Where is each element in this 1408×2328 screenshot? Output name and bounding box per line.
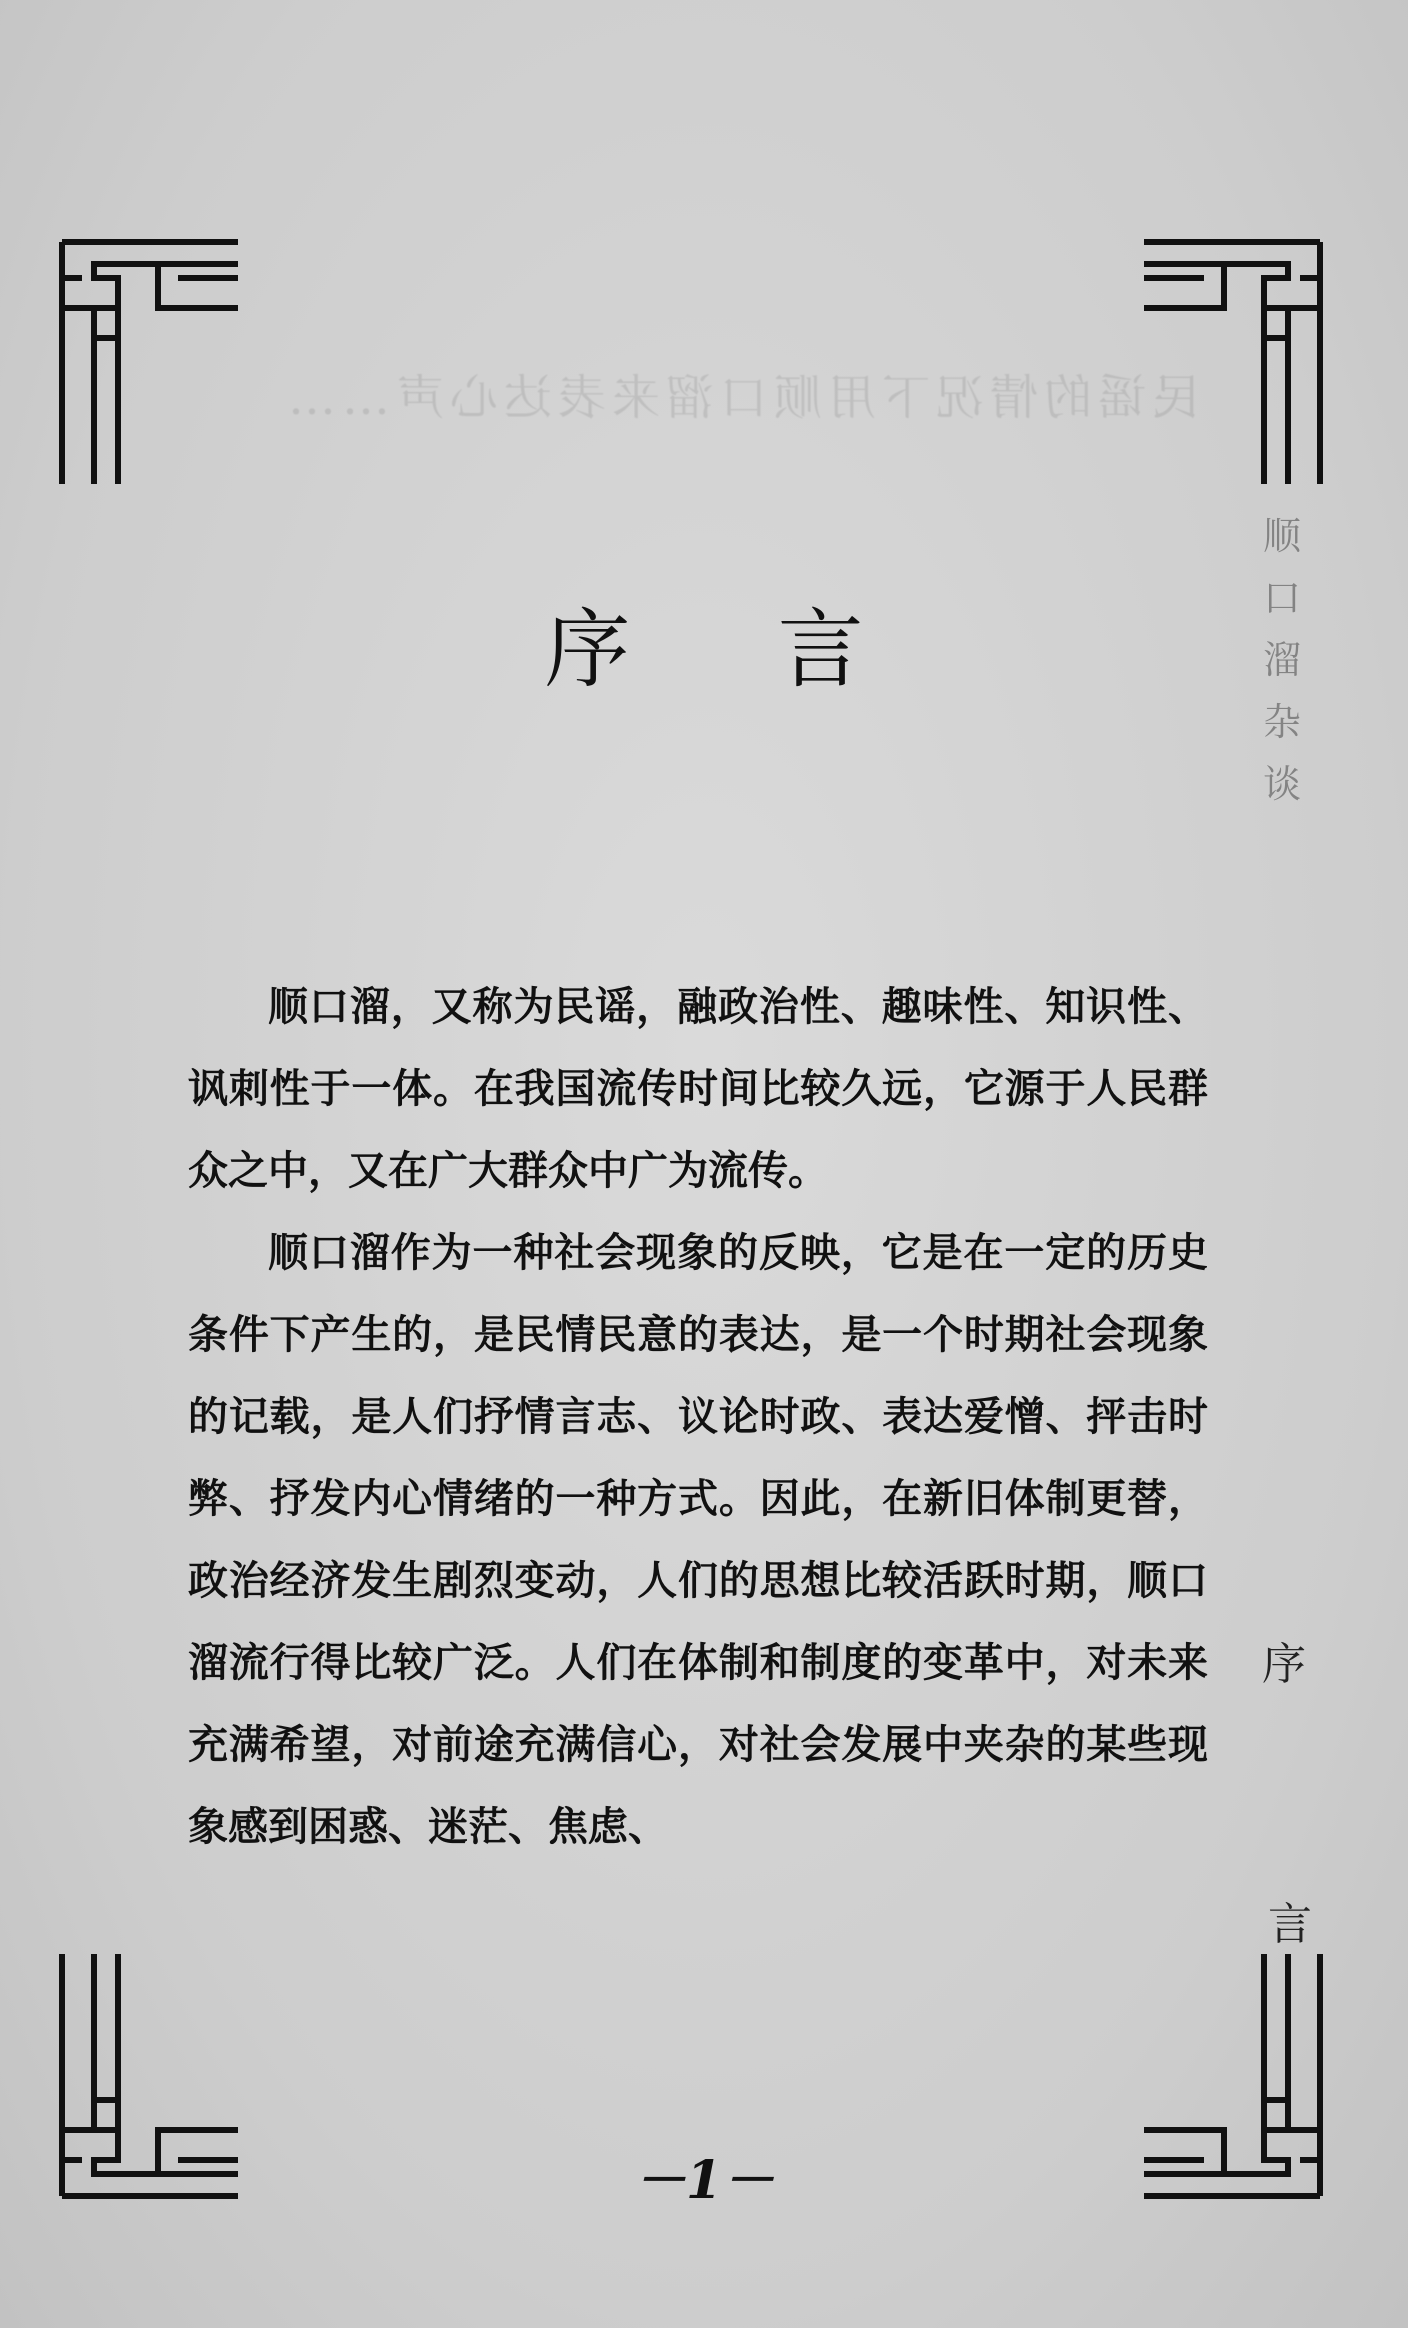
page-title: 序 言 xyxy=(544,600,924,700)
side-label-top: 序 xyxy=(1262,1639,1306,1690)
page-number: －1－ xyxy=(633,2150,775,2211)
corner-ornament-top-right xyxy=(1134,238,1324,488)
paragraph-1: 顺口溜，又称为民谣，融政治性、趣味性、知识性、讽刺性于一体。在我国流传时间比较久远，它源于人民群众之中，又在广大群众中广为流传。 xyxy=(188,984,1208,1194)
corner-ornament-top-left xyxy=(58,238,248,488)
paragraph-2: 顺口溜作为一种社会现象的反映，它是在一定的历史条件下产生的，是民情民意的表达，是一个时期社会现象的记载，是人们抒情言志、议论时政、表达爱憎、抨击时弊、抒发内心情绪的一种方式。因此，在新旧体制更替，政治经济发生剧烈变动，人们的思想比较活跃时期，顺口溜流行得比较广泛。人们在体制和制度的变革中，对未来充满希望，对前途充满信心，对社会发展中夹杂的某些现象感到困惑、迷茫、焦虑、 xyxy=(188,1230,1208,1850)
bleed-through-text: 民谣的情况下用顺口溜来表达心声…… xyxy=(281,370,1200,426)
running-title: 顺 口 溜 杂 谈 xyxy=(1262,514,1301,806)
side-label-bottom: 言 xyxy=(1268,1899,1312,1950)
preface-body xyxy=(188,966,1208,1868)
